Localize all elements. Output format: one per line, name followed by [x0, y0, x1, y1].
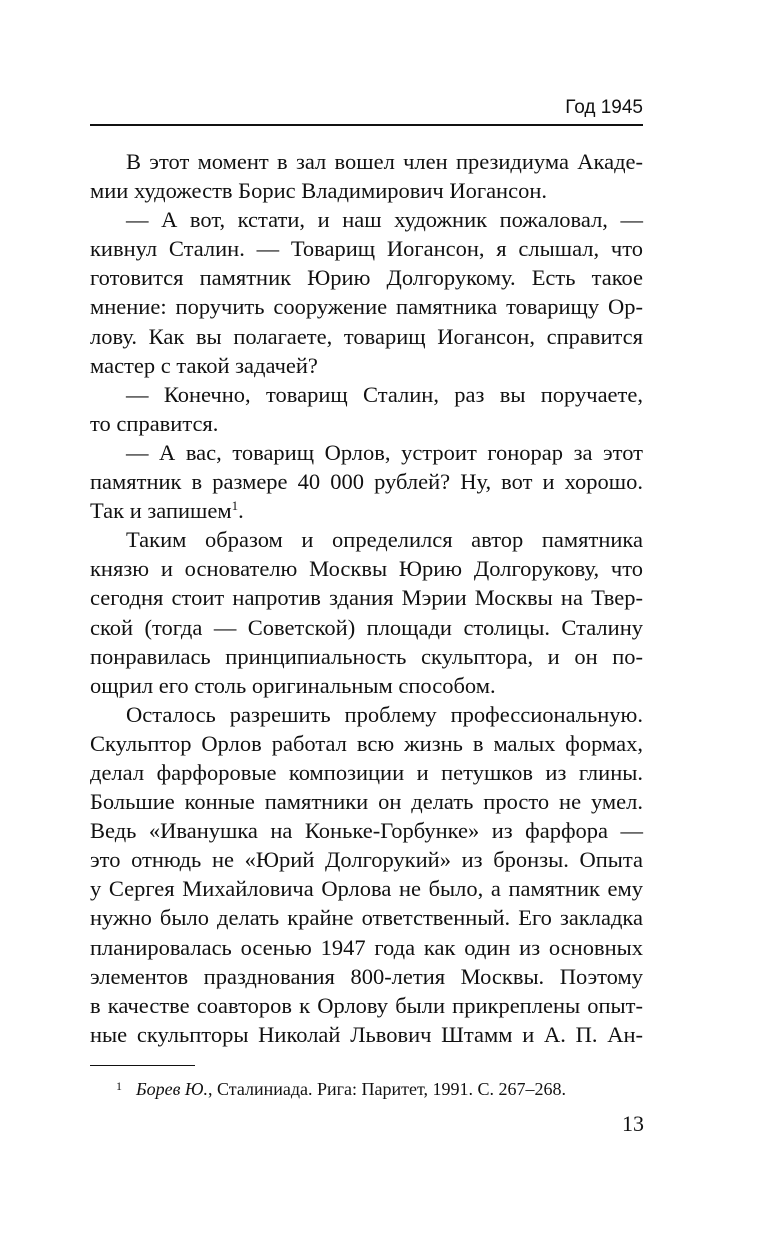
text-line: князю и основателю Москвы Юрию Долгорукову, что [90, 556, 643, 582]
text-line: это отнюдь не «Юрий Долгорукий» из бронзы. Опыта [90, 847, 643, 873]
page-number: 13 [622, 1111, 644, 1136]
text-line: памятник в размере 40 000 рублей? Ну, вот и хорошо. [90, 469, 643, 495]
text-line: Осталось разрешить проблему профессиональную. [126, 701, 643, 727]
text-line: делал фарфоровые композиции и петушков из глины. [90, 759, 643, 785]
text-line: кивнул Сталин. — Товарищ Иогансон, я слышал, что [90, 236, 643, 262]
text-line: готовится памятник Юрию Долгорукому. Есть такое [90, 265, 643, 291]
text-line: — А вот, кстати, и наш художник пожаловал, — [126, 207, 643, 233]
text-line: ской (тогда — Советской) площади столицы. Сталину [90, 614, 643, 640]
text-line: в качестве соавторов к Орлову были прикреплены опыт- [90, 992, 643, 1018]
text-line: Большие конные памятники он делать просто не умел. [90, 789, 643, 815]
text-line-content: Так и запишем [90, 498, 232, 524]
footnote-author: Борев Ю. [136, 1079, 208, 1099]
footnote-reference[interactable]: 1 [231, 498, 239, 514]
text-line: — А вас, товарищ Орлов, устроит гонорар за этот [126, 439, 643, 465]
body-text [90, 147, 643, 1049]
text-line: Скульптор Орлов работал всю жизнь в малых формах, [90, 730, 643, 756]
footnote [116, 1074, 656, 1101]
footnote-mark: 1 [116, 1079, 122, 1093]
text-line: мнение: поручить сооружение памятника товарищу Ор- [90, 294, 643, 320]
text-line: мастер с такой задачей? [90, 352, 318, 378]
text-line: у Сергея Михайловича Орлова не было, а памятник ему [90, 876, 643, 902]
text-line: ощрил его столь оригинальным способом. [90, 672, 496, 698]
running-title: Год 1945 [565, 97, 643, 118]
text-line: мии художеств Борис Владимирович Иогансон. [90, 178, 547, 204]
text-line: то справится. [90, 410, 219, 436]
text-line: нужно было делать крайне ответственный. Его закладка [90, 905, 643, 931]
text-line: — Конечно, товарищ Сталин, раз вы поручаете, [126, 381, 643, 407]
text-line: ные скульпторы Николай Львович Штамм и А. П. Ан- [90, 1021, 643, 1047]
footnote-divider [90, 1065, 195, 1066]
text-line: Ведь «Иванушка на Коньке-Горбунке» из фарфора — [90, 818, 643, 844]
text-line-with-footnote: Так и запишем$^1$. [90, 498, 244, 524]
text-line: сегодня стоит напротив здания Мэрии Москвы на Твер- [90, 585, 643, 611]
text-line: лову. Как вы полагаете, товарищ Иогансон, справится [90, 323, 643, 349]
text-line: понравилась принципиальность скульптора, и он по- [90, 643, 643, 669]
text-line: Таким образом и определился автор памятника [126, 527, 643, 553]
text-line: планировалась осенью 1947 года как один из основных [90, 934, 643, 960]
text-line: В этот момент в зал вошел член президиума Акаде- [126, 149, 643, 174]
text-line: элементов празднования 800-летия Москвы. Поэтому [90, 963, 643, 989]
running-header [90, 96, 643, 126]
footnote-citation: , Сталиниада. Рига: Паритет, 1991. С. 267–268. [208, 1079, 567, 1099]
